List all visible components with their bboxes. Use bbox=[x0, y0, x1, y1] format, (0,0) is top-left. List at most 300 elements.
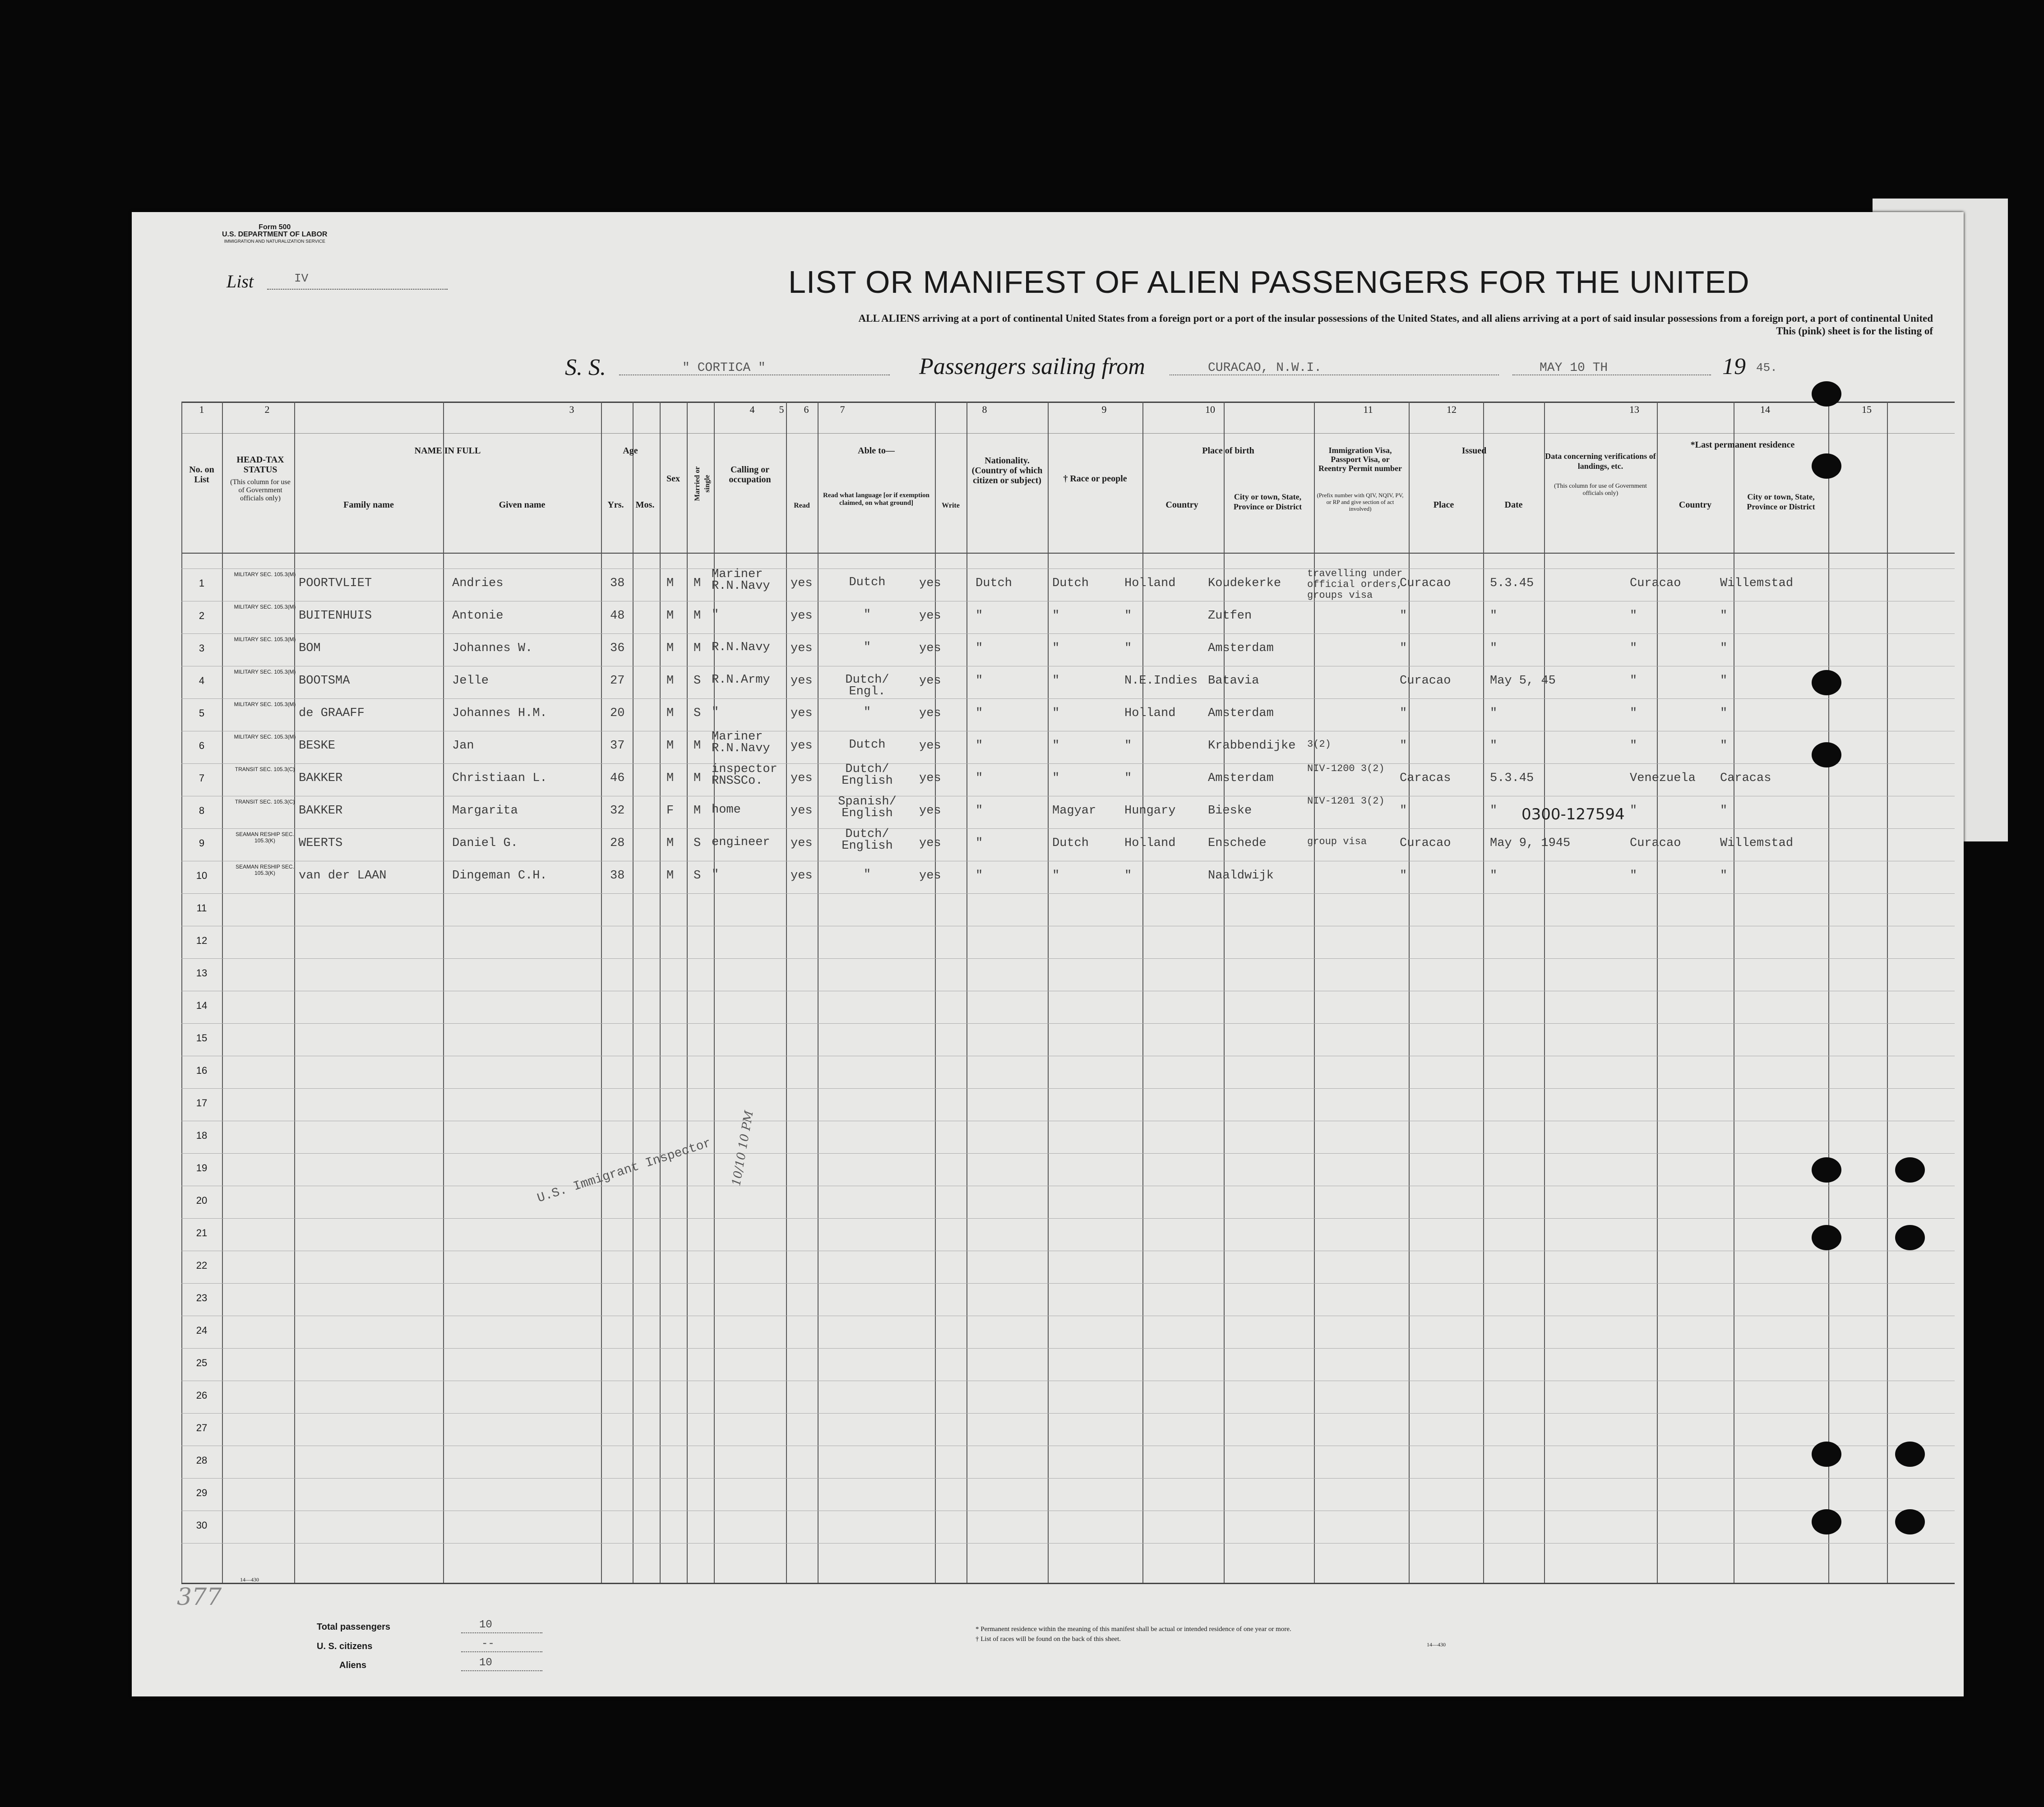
column-number: 2 bbox=[264, 404, 270, 415]
marital-status: M bbox=[694, 772, 701, 785]
marital-status: M bbox=[694, 609, 701, 623]
occupation: R.N.Navy bbox=[712, 641, 770, 654]
header-family-name: Family name bbox=[343, 500, 394, 510]
grid-column-line bbox=[1483, 402, 1484, 1583]
header-birth-city: City or town, State, Province or District bbox=[1233, 492, 1302, 511]
can-read: yes bbox=[791, 707, 813, 720]
race: " bbox=[1052, 674, 1060, 688]
grid-column-line bbox=[818, 402, 819, 1583]
header-able-to: Able to— bbox=[858, 446, 895, 456]
header-write: Write bbox=[942, 502, 960, 509]
head-tax-status: MILITARY SEC. 105.3(M) bbox=[234, 701, 296, 707]
inspector-time: 10/10 10 PM bbox=[729, 1109, 756, 1187]
age-years: 36 bbox=[610, 642, 625, 655]
can-read: yes bbox=[791, 577, 813, 590]
read-language: Dutch/ English bbox=[842, 763, 893, 788]
given-name: Daniel G. bbox=[452, 836, 518, 850]
can-write: yes bbox=[919, 707, 941, 720]
can-read: yes bbox=[791, 609, 813, 623]
given-name: Andries bbox=[452, 577, 504, 590]
issued-date: " bbox=[1490, 739, 1498, 753]
inspector-stamp: U.S. Immigrant Inspector bbox=[536, 1136, 713, 1206]
print-code-left: 14—430 bbox=[240, 1576, 259, 1583]
row-number: 27 bbox=[196, 1422, 208, 1433]
column-number: 5 bbox=[779, 404, 784, 415]
header-data-concerning: Data concerning verifications of landings, etc. bbox=[1545, 452, 1656, 471]
ship-name: " CORTICA " bbox=[682, 361, 766, 375]
occupation: " bbox=[712, 868, 719, 882]
read-language: " bbox=[863, 641, 871, 654]
grid-row-line bbox=[181, 698, 1955, 699]
birth-country: Holland bbox=[1124, 577, 1176, 590]
head-tax-status: TRANSIT SEC. 105.3(C) bbox=[235, 766, 295, 772]
occupation: Mariner R.N.Navy bbox=[712, 568, 770, 593]
sex: M bbox=[666, 772, 674, 785]
can-read: yes bbox=[791, 869, 813, 883]
head-tax-status: MILITARY SEC. 105.3(M) bbox=[234, 636, 296, 642]
family-name: POORTVLIET bbox=[299, 577, 372, 590]
grid-top-line bbox=[181, 402, 1955, 403]
header-head-tax-note: (This column for use of Government officials only) bbox=[230, 478, 291, 502]
list-value: IV bbox=[294, 272, 309, 285]
header-issued-place: Place bbox=[1433, 500, 1454, 510]
issued-place: " bbox=[1400, 869, 1407, 883]
birth-country: Hungary bbox=[1124, 804, 1176, 818]
birth-country: " bbox=[1124, 772, 1132, 785]
row-number: 8 bbox=[199, 805, 205, 816]
residence-country: " bbox=[1630, 739, 1637, 753]
residence-city: Caracas bbox=[1720, 772, 1771, 785]
grid-column-line bbox=[660, 402, 661, 1583]
can-write: yes bbox=[919, 609, 941, 623]
column-number: 9 bbox=[1101, 404, 1107, 415]
age-years: 32 bbox=[610, 804, 625, 818]
issued-place: Curacao bbox=[1400, 577, 1451, 590]
family-name: de GRAAFF bbox=[299, 707, 365, 720]
marital-status: S bbox=[694, 674, 701, 688]
header-yrs: Yrs. bbox=[607, 500, 624, 510]
birth-city: Naaldwijk bbox=[1208, 869, 1274, 883]
nationality: Dutch bbox=[976, 577, 1013, 590]
sailing-label: Passengers sailing from bbox=[919, 354, 1145, 379]
can-write: yes bbox=[919, 577, 941, 590]
birth-city: Bieske bbox=[1208, 804, 1252, 818]
race: " bbox=[1052, 739, 1060, 753]
row-number: 29 bbox=[196, 1487, 208, 1498]
nationality: " bbox=[976, 836, 983, 850]
nationality: " bbox=[976, 804, 983, 818]
residence-country: " bbox=[1630, 674, 1637, 688]
sex: M bbox=[666, 642, 674, 655]
row-number: 23 bbox=[196, 1292, 208, 1303]
issued-date: " bbox=[1490, 642, 1498, 655]
birth-country: " bbox=[1124, 869, 1132, 883]
column-number: 11 bbox=[1363, 404, 1373, 415]
grid-column-line bbox=[294, 402, 295, 1583]
column-number: 6 bbox=[804, 404, 809, 415]
race: " bbox=[1052, 707, 1060, 720]
head-tax-status: MILITARY SEC. 105.3(M) bbox=[234, 604, 296, 610]
birth-city: Amsterdam bbox=[1208, 707, 1274, 720]
sex: M bbox=[666, 836, 674, 850]
head-tax-status: MILITARY SEC. 105.3(M) bbox=[234, 669, 296, 675]
race: Dutch bbox=[1052, 836, 1089, 850]
issued-place: " bbox=[1400, 707, 1407, 720]
race: Dutch bbox=[1052, 577, 1089, 590]
birth-city: Koudekerke bbox=[1208, 577, 1281, 590]
residence-country: Venezuela bbox=[1630, 772, 1696, 785]
residence-country: " bbox=[1630, 609, 1637, 623]
can-write: yes bbox=[919, 642, 941, 655]
row-number: 12 bbox=[196, 935, 208, 946]
total-line bbox=[461, 1632, 542, 1633]
occupation: home bbox=[712, 803, 741, 817]
row-number: 30 bbox=[196, 1520, 208, 1531]
aliens-value: 10 bbox=[479, 1657, 492, 1669]
grid-column-line bbox=[633, 402, 634, 1583]
grid-column-line bbox=[1048, 402, 1049, 1583]
form-number: Form 500 bbox=[259, 223, 291, 231]
occupation: engineer bbox=[712, 836, 770, 849]
punch-hole bbox=[1895, 1442, 1925, 1467]
marital-status: M bbox=[694, 804, 701, 818]
header-residence-country: Country bbox=[1679, 500, 1712, 510]
header-age: Age bbox=[623, 446, 638, 456]
row-number: 19 bbox=[196, 1162, 208, 1174]
issued-place: " bbox=[1400, 739, 1407, 753]
read-language: " bbox=[863, 868, 871, 882]
grid-column-line bbox=[687, 402, 688, 1583]
row-number: 28 bbox=[196, 1455, 208, 1466]
row-number: 5 bbox=[199, 707, 205, 719]
residence-country: Curacao bbox=[1630, 836, 1681, 850]
family-name: BOM bbox=[299, 642, 321, 655]
age-years: 27 bbox=[610, 674, 625, 688]
row-number: 2 bbox=[199, 610, 205, 621]
birth-city: Zutfen bbox=[1208, 609, 1252, 623]
sex: F bbox=[666, 804, 674, 818]
grid-row-line bbox=[181, 1088, 1955, 1089]
can-write: yes bbox=[919, 739, 941, 753]
grid-row-line bbox=[181, 1283, 1955, 1284]
can-write: yes bbox=[919, 869, 941, 883]
aliens-line bbox=[461, 1670, 542, 1671]
birth-country: Holland bbox=[1124, 707, 1176, 720]
row-number: 13 bbox=[196, 967, 208, 979]
residence-city: " bbox=[1720, 869, 1728, 883]
header-last-residence: *Last permanent residence bbox=[1690, 440, 1795, 450]
can-write: yes bbox=[919, 836, 941, 850]
grid-row-line bbox=[181, 633, 1955, 634]
issued-date: May 5, 45 bbox=[1490, 674, 1556, 688]
list-line bbox=[267, 289, 448, 290]
given-name: Johannes W. bbox=[452, 642, 533, 655]
issued-date: " bbox=[1490, 707, 1498, 720]
occupation: Mariner R.N.Navy bbox=[712, 730, 770, 755]
file-number: 0300-127594 bbox=[1521, 805, 1625, 823]
race: " bbox=[1052, 642, 1060, 655]
header-sex: Sex bbox=[666, 474, 680, 484]
age-years: 48 bbox=[610, 609, 625, 623]
header-data-note: (This column for use of Government officials only) bbox=[1554, 483, 1647, 497]
row-number: 6 bbox=[199, 740, 205, 751]
can-read: yes bbox=[791, 674, 813, 688]
family-name: BESKE bbox=[299, 739, 336, 753]
can-write: yes bbox=[919, 674, 941, 688]
total-passengers-label: Total passengers bbox=[317, 1622, 391, 1632]
sex: M bbox=[666, 707, 674, 720]
grid-column-line bbox=[1887, 402, 1888, 1583]
row-number: 14 bbox=[196, 1000, 208, 1011]
can-write: yes bbox=[919, 804, 941, 818]
nationality: " bbox=[976, 642, 983, 655]
subtitle-line-2: This (pink) sheet is for the listing of bbox=[1776, 325, 1933, 337]
row-number: 18 bbox=[196, 1130, 208, 1141]
punch-hole bbox=[1812, 1442, 1841, 1467]
read-language: Dutch/ English bbox=[842, 827, 893, 853]
column-number: 10 bbox=[1205, 404, 1215, 415]
residence-city: " bbox=[1720, 609, 1728, 623]
header-issued: Issued bbox=[1461, 446, 1487, 456]
nationality: " bbox=[976, 674, 983, 688]
issued-place: Curacao bbox=[1400, 674, 1451, 688]
row-number: 9 bbox=[199, 837, 205, 849]
header-visa: Immigration Visa, Passport Visa, or Reentry Permit number bbox=[1318, 446, 1402, 473]
age-years: 28 bbox=[610, 836, 625, 850]
row-number: 4 bbox=[199, 675, 205, 686]
grid-row-line bbox=[181, 893, 1955, 894]
header-race: † Race or people bbox=[1063, 474, 1127, 484]
issued-place: " bbox=[1400, 804, 1407, 818]
read-language: " bbox=[863, 706, 871, 719]
residence-city: " bbox=[1720, 674, 1728, 688]
row-number: 16 bbox=[196, 1065, 208, 1076]
read-language: Spanish/ English bbox=[838, 795, 897, 820]
grid-row-line bbox=[181, 1413, 1955, 1414]
row-number: 11 bbox=[196, 902, 207, 914]
column-number: 1 bbox=[199, 404, 204, 415]
issued-date: May 9, 1945 bbox=[1490, 836, 1571, 850]
grid-bottom-line bbox=[181, 1583, 1955, 1584]
issued-place: Curacao bbox=[1400, 836, 1451, 850]
row-number: 1 bbox=[199, 578, 205, 589]
can-read: yes bbox=[791, 836, 813, 850]
visa-number: travelling under official orders, groups visa bbox=[1307, 568, 1403, 601]
footnote-races: † List of races will be found on the back of this sheet. bbox=[976, 1636, 1121, 1643]
birth-city: Batavia bbox=[1208, 674, 1259, 688]
column-number: 13 bbox=[1629, 404, 1639, 415]
service: IMMIGRATION AND NATURALIZATION SERVICE bbox=[224, 239, 325, 244]
sex: M bbox=[666, 609, 674, 623]
header-read: Read bbox=[794, 502, 810, 509]
marital-status: M bbox=[694, 739, 701, 753]
column-number: 8 bbox=[982, 404, 987, 415]
age-years: 20 bbox=[610, 707, 625, 720]
year-label: 19 bbox=[1722, 354, 1746, 379]
marital-status: S bbox=[694, 707, 701, 720]
read-language: Dutch bbox=[849, 576, 886, 589]
column-number: 7 bbox=[840, 404, 845, 415]
grid-row-line bbox=[181, 958, 1955, 959]
us-citizens-value: -- bbox=[481, 1638, 495, 1650]
residence-country: " bbox=[1630, 707, 1637, 720]
birth-city: Amsterdam bbox=[1208, 642, 1274, 655]
read-language: Dutch/ Engl. bbox=[845, 673, 889, 698]
port-name: CURACAO, N.W.I. bbox=[1208, 361, 1322, 375]
given-name: Antonie bbox=[452, 609, 504, 623]
issued-date: 5.3.45 bbox=[1490, 772, 1534, 785]
occupation: " bbox=[712, 608, 719, 622]
header-place-of-birth: Place of birth bbox=[1202, 446, 1254, 456]
can-read: yes bbox=[791, 804, 813, 818]
header-head-tax: HEAD-TAX STATUS bbox=[236, 455, 284, 475]
race: " bbox=[1052, 609, 1060, 623]
age-years: 38 bbox=[610, 869, 625, 883]
head-tax-status: TRANSIT SEC. 105.3(C) bbox=[235, 799, 295, 805]
row-number: 20 bbox=[196, 1195, 208, 1206]
family-name: van der LAAN bbox=[299, 869, 387, 883]
birth-city: Enschede bbox=[1208, 836, 1267, 850]
punch-hole bbox=[1812, 670, 1841, 695]
visa-number: NIV-1200 3(2) bbox=[1307, 763, 1385, 774]
punch-hole bbox=[1812, 453, 1841, 479]
birth-country: N.E.Indies bbox=[1124, 674, 1198, 688]
occupation: R.N.Army bbox=[712, 673, 770, 687]
age-years: 38 bbox=[610, 577, 625, 590]
punch-hole bbox=[1812, 1509, 1841, 1534]
row-number: 15 bbox=[196, 1032, 208, 1044]
issued-place: " bbox=[1400, 642, 1407, 655]
row-number: 7 bbox=[199, 772, 205, 784]
row-number: 26 bbox=[196, 1390, 208, 1401]
given-name: Jelle bbox=[452, 674, 489, 688]
grid-row-line bbox=[181, 1543, 1955, 1544]
punch-hole bbox=[1895, 1225, 1925, 1250]
row-number: 17 bbox=[196, 1097, 208, 1109]
header-read-language: Read what language [or if exemption claimed, on what ground] bbox=[823, 492, 930, 507]
header-nationality: Nationality. (Country of which citizen or subject) bbox=[971, 456, 1043, 485]
form-info bbox=[222, 224, 327, 245]
nationality: " bbox=[976, 609, 983, 623]
read-language: Dutch bbox=[849, 738, 886, 752]
header-residence-city: City or town, State, Province or District bbox=[1747, 492, 1815, 511]
birth-country: " bbox=[1124, 642, 1132, 655]
birth-city: Amsterdam bbox=[1208, 772, 1274, 785]
grid-column-line bbox=[222, 402, 223, 1583]
nationality: " bbox=[976, 772, 983, 785]
row-number: 22 bbox=[196, 1260, 208, 1271]
header-birth-country: Country bbox=[1165, 500, 1198, 510]
occupation: " bbox=[712, 706, 719, 719]
punch-hole bbox=[1812, 1225, 1841, 1250]
row-number: 25 bbox=[196, 1357, 208, 1368]
grid-column-line bbox=[1544, 402, 1545, 1583]
grid-row-line bbox=[181, 763, 1955, 764]
age-years: 46 bbox=[610, 772, 625, 785]
citizens-line bbox=[461, 1651, 542, 1652]
read-language: " bbox=[863, 608, 871, 622]
grid-row-line bbox=[181, 1478, 1955, 1479]
family-name: BAKKER bbox=[299, 804, 343, 818]
header-married: Married or single bbox=[694, 466, 711, 501]
family-name: WEERTS bbox=[299, 836, 343, 850]
sailing-date: MAY 10 TH bbox=[1540, 361, 1608, 375]
sex: M bbox=[666, 869, 674, 883]
column-number: 3 bbox=[569, 404, 574, 415]
footnote-residence: * Permanent residence within the meaning of this manifest shall be actual or intended residence of one year or more. bbox=[976, 1626, 1291, 1633]
head-tax-status: SEAMAN RESHIP SEC. 105.3(K) bbox=[236, 831, 294, 844]
residence-country: " bbox=[1630, 869, 1637, 883]
header-issued-date: Date bbox=[1504, 500, 1523, 510]
occupation: inspector RNSSCo. bbox=[712, 763, 777, 788]
family-name: BAKKER bbox=[299, 772, 343, 785]
header-given-name: Given name bbox=[499, 500, 546, 510]
aliens-label: Aliens bbox=[339, 1660, 367, 1670]
nationality: " bbox=[976, 739, 983, 753]
column-number: 12 bbox=[1447, 404, 1457, 415]
header-mos: Mos. bbox=[635, 500, 655, 510]
grid-row-line bbox=[181, 1023, 1955, 1024]
given-name: Johannes H.M. bbox=[452, 707, 547, 720]
visa-number: group visa bbox=[1307, 836, 1367, 847]
punch-hole bbox=[1812, 381, 1841, 407]
issued-date: " bbox=[1490, 869, 1498, 883]
column-number: 14 bbox=[1760, 404, 1770, 415]
birth-country: " bbox=[1124, 739, 1132, 753]
race: Magyar bbox=[1052, 804, 1096, 818]
given-name: Margarita bbox=[452, 804, 518, 818]
grid-row-line bbox=[181, 1348, 1955, 1349]
column-number: 4 bbox=[749, 404, 755, 415]
header-visa-note: (Prefix number with QIV, NQIV, PV, or RP and give section of act involved) bbox=[1317, 492, 1404, 512]
issued-place: Caracas bbox=[1400, 772, 1451, 785]
head-tax-status: MILITARY SEC. 105.3(M) bbox=[234, 571, 296, 578]
grid-row-line bbox=[181, 1218, 1955, 1219]
race: " bbox=[1052, 772, 1060, 785]
us-citizens-label: U. S. citizens bbox=[317, 1641, 373, 1651]
grid-column-line bbox=[443, 402, 444, 1583]
visa-number: 3(2) bbox=[1307, 739, 1331, 750]
residence-city: " bbox=[1720, 642, 1728, 655]
subtitle-line-1: ALL ALIENS arriving at a port of continental United States from a foreign port or a port of the insular possessions of the United States, and all aliens arriving at a port of said insular possessions from a foreign port, a port of continental United bbox=[858, 313, 1933, 324]
row-number: 21 bbox=[196, 1227, 208, 1239]
department: U.S. DEPARTMENT OF LABOR bbox=[222, 231, 328, 238]
total-passengers-value: 10 bbox=[479, 1619, 492, 1631]
row-number: 24 bbox=[196, 1325, 208, 1336]
can-read: yes bbox=[791, 772, 813, 785]
birth-country: " bbox=[1124, 609, 1132, 623]
punch-hole bbox=[1812, 742, 1841, 767]
residence-country: " bbox=[1630, 804, 1637, 818]
grid-column-line bbox=[1828, 402, 1829, 1583]
grid-row-line bbox=[181, 828, 1955, 829]
can-read: yes bbox=[791, 642, 813, 655]
residence-city: " bbox=[1720, 804, 1728, 818]
issued-date: " bbox=[1490, 804, 1498, 818]
ss-label: S. S. bbox=[565, 355, 606, 380]
marital-status: M bbox=[694, 577, 701, 590]
manifest-title: LIST OR MANIFEST OF ALIEN PASSENGERS FOR THE UNITED bbox=[788, 264, 1750, 300]
given-name: Dingeman C.H. bbox=[452, 869, 547, 883]
sex: M bbox=[666, 739, 674, 753]
manifest-subtitle bbox=[471, 312, 1933, 337]
year-value: 45. bbox=[1756, 361, 1777, 374]
birth-city: Krabbendijke bbox=[1208, 739, 1296, 753]
punch-hole bbox=[1895, 1509, 1925, 1534]
manifest-sheet bbox=[132, 212, 1964, 1696]
row-number: 3 bbox=[199, 642, 205, 654]
race: " bbox=[1052, 869, 1060, 883]
